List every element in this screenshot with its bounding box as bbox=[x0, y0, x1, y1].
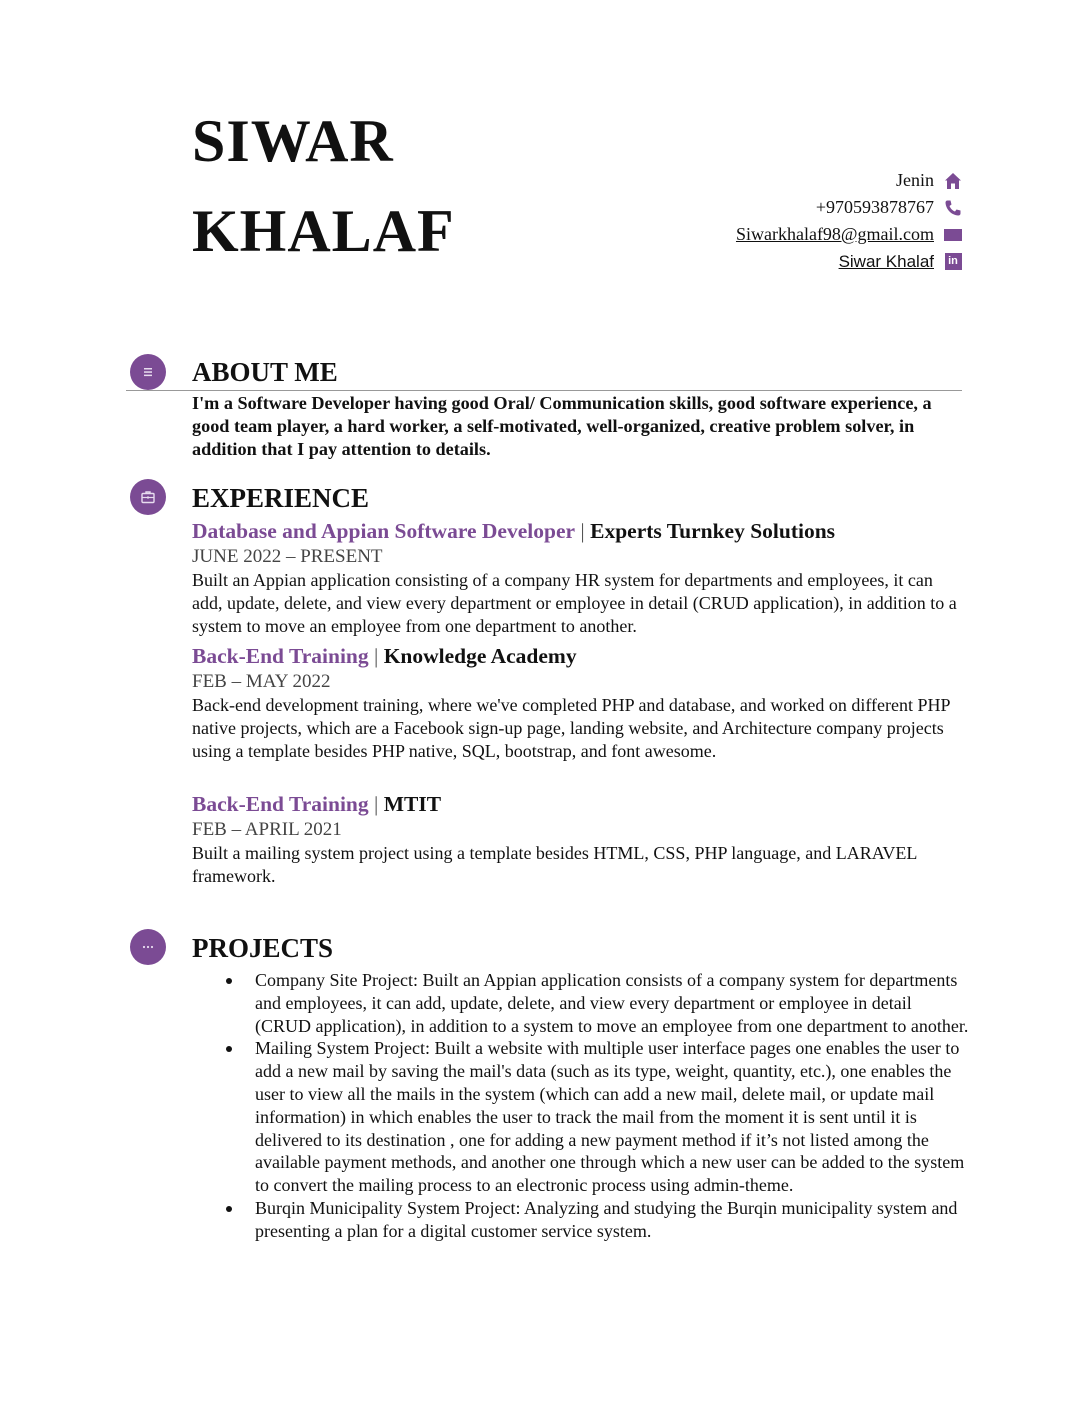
briefcase-icon bbox=[130, 479, 166, 515]
job-dates: JUNE 2022 – PRESENT bbox=[192, 546, 383, 567]
company-name: MTIT bbox=[383, 792, 442, 816]
more-icon bbox=[130, 929, 166, 965]
job-role: Database and Appian Software Developer bbox=[192, 519, 576, 543]
contact-linkedin bbox=[736, 248, 962, 275]
home-icon bbox=[944, 172, 962, 190]
job-description: Built a mailing system project using a template besides HTML, CSS, PHP language, and LARAVEL framework. bbox=[192, 843, 917, 886]
separator: | bbox=[368, 792, 384, 816]
phone-icon bbox=[944, 199, 962, 217]
job-role: Back-End Training bbox=[192, 644, 369, 668]
job-description: Back-end development training, where we've completed PHP and database, and worked on different PHP native projects, which are a Facebook sign-up page, landing website, and Architecture company projects using a template besides PHP native, SQL, bootstrap, and font awesome. bbox=[192, 695, 950, 761]
contact-email bbox=[736, 221, 962, 248]
job-role: Back-End Training bbox=[192, 792, 369, 816]
linkedin-icon: in bbox=[944, 253, 962, 271]
list-item bbox=[192, 969, 972, 1037]
project-text: Burqin Municipality System Project: Analyzing and studying the Burqin municipality system and presenting a plan for a digital customer service system. bbox=[255, 1197, 958, 1241]
bullet-icon bbox=[226, 1046, 232, 1052]
experience-item bbox=[192, 517, 962, 637]
location-text: Jenin bbox=[896, 170, 934, 190]
section-divider bbox=[126, 390, 962, 391]
list-item bbox=[192, 1037, 972, 1197]
envelope-icon bbox=[944, 226, 962, 244]
list-icon bbox=[130, 354, 166, 390]
experience-title: EXPERIENCE bbox=[192, 483, 370, 513]
contact-location bbox=[736, 167, 962, 194]
contact-info bbox=[736, 167, 962, 275]
projects-title: PROJECTS bbox=[192, 933, 334, 963]
phone-text: +970593878767 bbox=[815, 197, 934, 217]
job-dates: FEB – APRIL 2021 bbox=[192, 819, 342, 840]
experience-heading bbox=[192, 517, 962, 545]
company-name: Experts Turnkey Solutions bbox=[590, 519, 836, 543]
experience-item bbox=[192, 642, 962, 762]
experience-item bbox=[192, 790, 962, 888]
project-text: Mailing System Project: Built a website with multiple user interface pages one enables the user to add a new mail by saving the mail's data (such as its type, weight, quantity, etc.), one enables the user to view all the mails in the system (which can add a new mail, delete mail, or update mail information) in which enables the user to track the mail from the moment it is sent until it is delivered to its destination , one for adding a new payment method if it’s not listed among the available payment methods, and another one through which a new user can be added to the system to convert the mailing process to an electronic process using admin-theme. bbox=[255, 1038, 965, 1196]
list-item bbox=[192, 1197, 972, 1243]
experience-heading bbox=[192, 790, 962, 818]
experience-heading bbox=[192, 642, 962, 670]
bullet-icon bbox=[226, 978, 232, 984]
separator: | bbox=[368, 644, 384, 668]
contact-phone bbox=[736, 194, 962, 221]
candidate-name bbox=[192, 96, 455, 276]
about-text: I'm a Software Developer having good Oral/ Communication skills, good software experience, a good team player, a hard worker, a self-motivated, well-organized, creative problem solver, in addition that I pay attention to details. bbox=[192, 393, 932, 459]
company-name: Knowledge Academy bbox=[383, 644, 577, 668]
linkedin-link[interactable]: Siwar Khalaf bbox=[838, 252, 934, 271]
job-dates: FEB – MAY 2022 bbox=[192, 671, 331, 692]
job-description: Built an Appian application consisting of a company HR system for departments and employees, it can add, update, delete, and view every department or employee in detail (CRUD application), in addition to a system to move an employee from one department to another. bbox=[192, 570, 957, 636]
first-name: SIWAR bbox=[192, 108, 394, 174]
about-title: ABOUT ME bbox=[192, 357, 338, 387]
last-name: KHALAF bbox=[192, 198, 455, 264]
bullet-icon bbox=[226, 1206, 232, 1212]
email-link[interactable]: Siwarkhalaf98@gmail.com bbox=[735, 224, 934, 244]
project-text: Company Site Project: Built an Appian application consists of a company system for departments and employees, it can add, update, delete, and view every department or employee in detail (CRUD application), in addition to a system to move an employee from one department to another. bbox=[255, 970, 969, 1036]
projects-list bbox=[192, 969, 972, 1243]
separator: | bbox=[575, 519, 591, 543]
